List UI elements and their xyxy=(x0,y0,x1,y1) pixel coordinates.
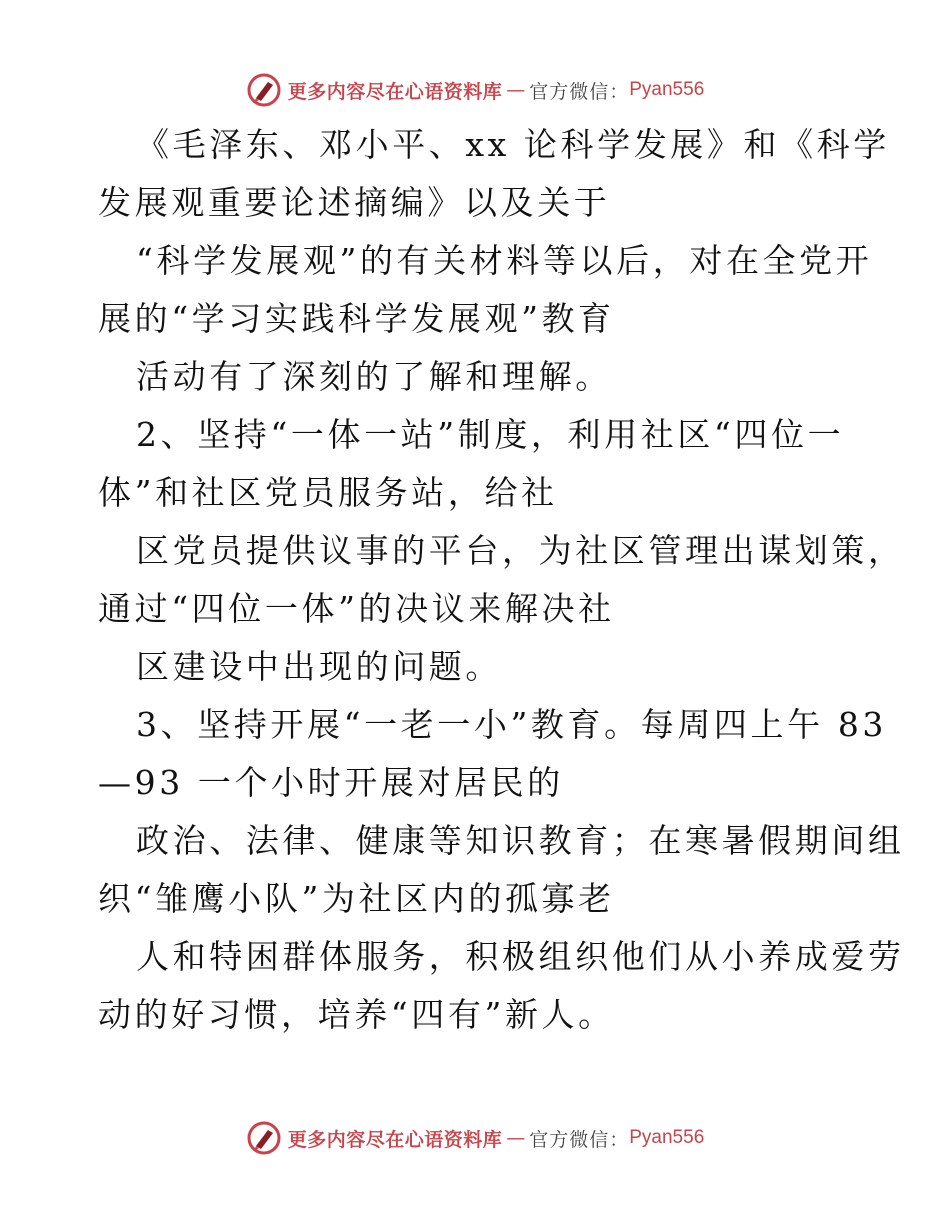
header-banner xyxy=(0,70,950,110)
text-line: 织“雏鹰小队”为社区内的孤寡老 xyxy=(98,879,615,918)
text-line: 体”和社区党员服务站，给社 xyxy=(98,473,558,512)
footer-wechat-id: Pyan556 xyxy=(629,1127,705,1148)
footer-banner xyxy=(0,1118,950,1158)
footer-wechat-label: 官方微信： xyxy=(529,1128,630,1151)
pen-logo-icon xyxy=(246,1120,282,1156)
header-wechat-id: Pyan556 xyxy=(629,79,705,100)
document-body xyxy=(98,116,905,1044)
text-line: 通过“四位一体”的决议来解决社 xyxy=(98,589,615,628)
text-line: 区建设中出现的问题。 xyxy=(136,647,502,686)
pen-logo-icon xyxy=(246,72,282,108)
text-line: 《毛泽东、邓小平、xx 论科学发展》和《科学 xyxy=(136,125,890,164)
footer-dash: — xyxy=(506,1127,526,1149)
text-line: 展的“学习实践科学发展观”教育 xyxy=(98,299,615,338)
text-line: 2、坚持“一体一站”制度，利用社区“四位一 xyxy=(136,415,845,454)
text-line: 动的好习惯，培养“四有”新人。 xyxy=(98,995,615,1034)
header-title: 更多内容尽在心语资料库 xyxy=(287,80,503,103)
text-line: 活动有了深刻的了解和理解。 xyxy=(136,357,612,396)
text-line: —93 一个小时开展对居民的 xyxy=(98,763,564,802)
text-line: 发展观重要论述摘编》以及关于 xyxy=(98,183,611,222)
text-line: 政治、法律、健康等知识教育；在寒暑假期间组 xyxy=(136,821,905,860)
header-wechat-label: 官方微信： xyxy=(529,80,630,103)
footer-title: 更多内容尽在心语资料库 xyxy=(287,1128,503,1151)
text-line: “科学发展观”的有关材料等以后，对在全党开 xyxy=(136,241,873,280)
header-dash: — xyxy=(506,79,526,101)
text-line: 区党员提供议事的平台，为社区管理出谋划策， xyxy=(136,531,905,570)
text-line: 人和特困群体服务，积极组织他们从小养成爱劳 xyxy=(136,937,905,976)
text-line: 3、坚持开展“一老一小”教育。每周四上午 83 xyxy=(136,705,888,744)
